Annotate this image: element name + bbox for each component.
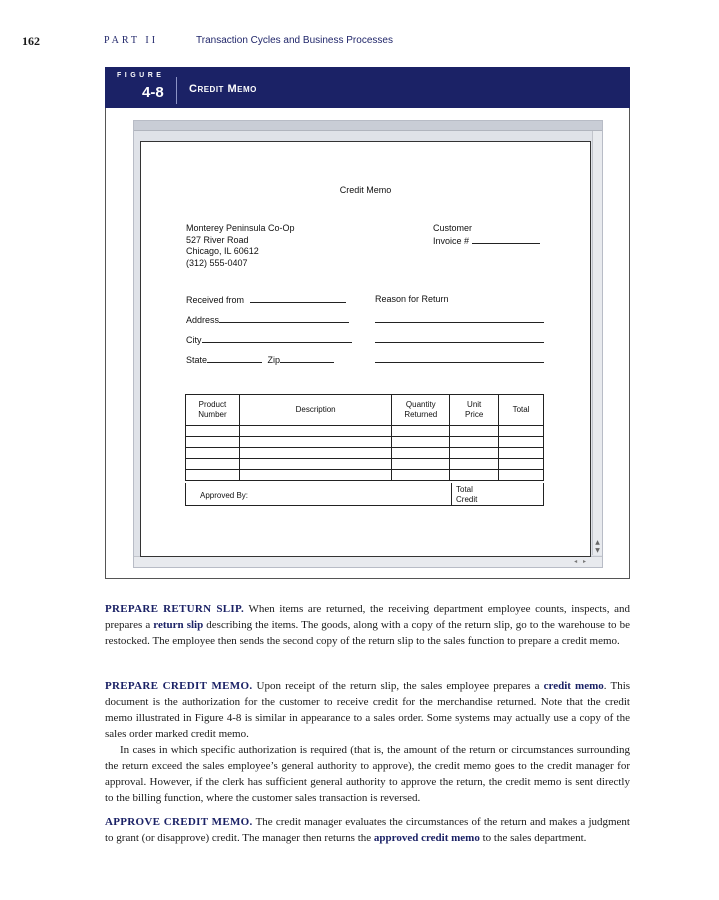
table-header-row (186, 395, 544, 426)
state-label: State (186, 355, 208, 365)
figure-divider (176, 77, 177, 104)
city-label: City (186, 335, 202, 345)
company-address-block (186, 223, 295, 269)
section-approve-credit-memo (105, 814, 630, 846)
col-header-unit-price: Unit Price (450, 395, 499, 426)
col-header-quantity-returned: Quantity Returned (392, 395, 450, 426)
paragraph: In cases in which specific authorization is required (that is, the amount of the return or circumstances surrounding the return exceed the sales employee’s general authority to approve), the credit memo goes to the credit manager for approval. However, if the clerk has sufficient general authority to approve the return, the credit memo is sent directly to the billing function, where the customer sales transaction is reversed. (105, 744, 630, 804)
chapter-title: Transaction Cycles and Business Processes (196, 35, 393, 46)
company-street: 527 River Road (186, 234, 249, 245)
reason-line[interactable] (375, 322, 544, 323)
invoice-label: Invoice # (433, 235, 470, 246)
city-row (186, 334, 352, 345)
keyword-return-slip: return slip (153, 619, 204, 631)
scroll-horizontal-arrows-icon[interactable]: ◂ ▸ (574, 558, 588, 565)
table-row[interactable] (186, 448, 544, 459)
address-label: Address (186, 315, 220, 325)
part-label: PART II (104, 35, 159, 46)
state-zip-row (186, 354, 334, 365)
keyword-approved-credit-memo: approved credit memo (373, 832, 480, 844)
page-number: 162 (22, 34, 40, 48)
zip-label: Zip (267, 355, 281, 365)
vertical-scrollbar[interactable] (592, 131, 602, 555)
col-header-total: Total (499, 395, 544, 426)
zip-field[interactable] (280, 354, 334, 363)
table-row[interactable] (186, 470, 544, 481)
company-city: Chicago, IL 60612 (186, 246, 259, 256)
figure-title: Credit Memo (189, 83, 257, 95)
received-from-row (186, 294, 346, 305)
total-credit-label: Total Credit (456, 485, 478, 504)
table-row[interactable] (186, 437, 544, 448)
invoice-field[interactable] (472, 235, 540, 244)
paragraph: PREPARE CREDIT MEMO. Upon receipt of the return slip, the sales employee prepares a credit memo. This document is the authorization for the customer to receive credit for the merchandise returned. Note that the credit memo illustrated in Figure 4-8 is similar in appearance to a sales order. Some systems may actually use a copy of the sales order marked credit memo. (105, 680, 631, 740)
figure-number: 4-8 (142, 84, 164, 101)
col-header-description: Description (239, 395, 391, 426)
received-from-label: Received from (186, 295, 245, 305)
customer-block (433, 223, 540, 247)
table-row[interactable] (186, 426, 544, 437)
section-heading: PREPARE RETURN SLIP. (105, 603, 245, 615)
figure-label: FIGURE (117, 72, 165, 79)
approved-by-label: Approved By: (200, 491, 249, 500)
horizontal-scrollbar[interactable] (134, 556, 602, 567)
paragraph: PREPARE RETURN SLIP. When items are returned, the receiving department employee counts, inspects, and prepares a return slip describing the items. The goods, along with a copy of the return slip, go to the warehouse to be restocked. The employee then sends the second copy of the return slip to the sales function to prepare a credit memo. (105, 603, 631, 647)
credit-memo-form (140, 141, 591, 557)
reason-line[interactable] (375, 342, 544, 343)
customer-label: Customer (433, 223, 473, 233)
keyword-credit-memo: credit memo (543, 680, 604, 692)
line-items-table (185, 394, 544, 481)
section-heading: APPROVE CREDIT MEMO. (105, 816, 253, 828)
address-row (186, 314, 349, 325)
section-heading: PREPARE CREDIT MEMO. (105, 680, 253, 692)
window-title-bar (134, 121, 602, 131)
address-field[interactable] (219, 314, 349, 323)
received-from-field[interactable] (250, 294, 346, 303)
section-prepare-return-slip (105, 601, 630, 649)
memo-title: Credit Memo (339, 185, 392, 195)
paragraph: APPROVE CREDIT MEMO. The credit manager evaluates the circumstances of the return and makes a judgment to grant (or disapprove) credit. The manager then returns the approved credit memo to the sales department. (105, 816, 630, 844)
state-field[interactable] (207, 354, 262, 363)
company-phone: (312) 555-0407 (186, 257, 248, 268)
total-credit-cell[interactable] (451, 483, 544, 505)
approval-row (185, 483, 544, 506)
scroll-down-arrow-icon[interactable]: ▼ (595, 547, 600, 554)
scroll-up-arrow-icon[interactable]: ▲ (595, 539, 600, 546)
reason-label: Reason for Return (375, 294, 449, 304)
company-name: Monterey Peninsula Co-Op (186, 223, 295, 233)
col-header-product-number: Product Number (186, 395, 240, 426)
city-field[interactable] (202, 334, 352, 343)
figure-banner (105, 67, 630, 108)
running-header (0, 34, 719, 50)
reason-line[interactable] (375, 362, 544, 363)
section-prepare-credit-memo (105, 678, 630, 806)
table-row[interactable] (186, 459, 544, 470)
